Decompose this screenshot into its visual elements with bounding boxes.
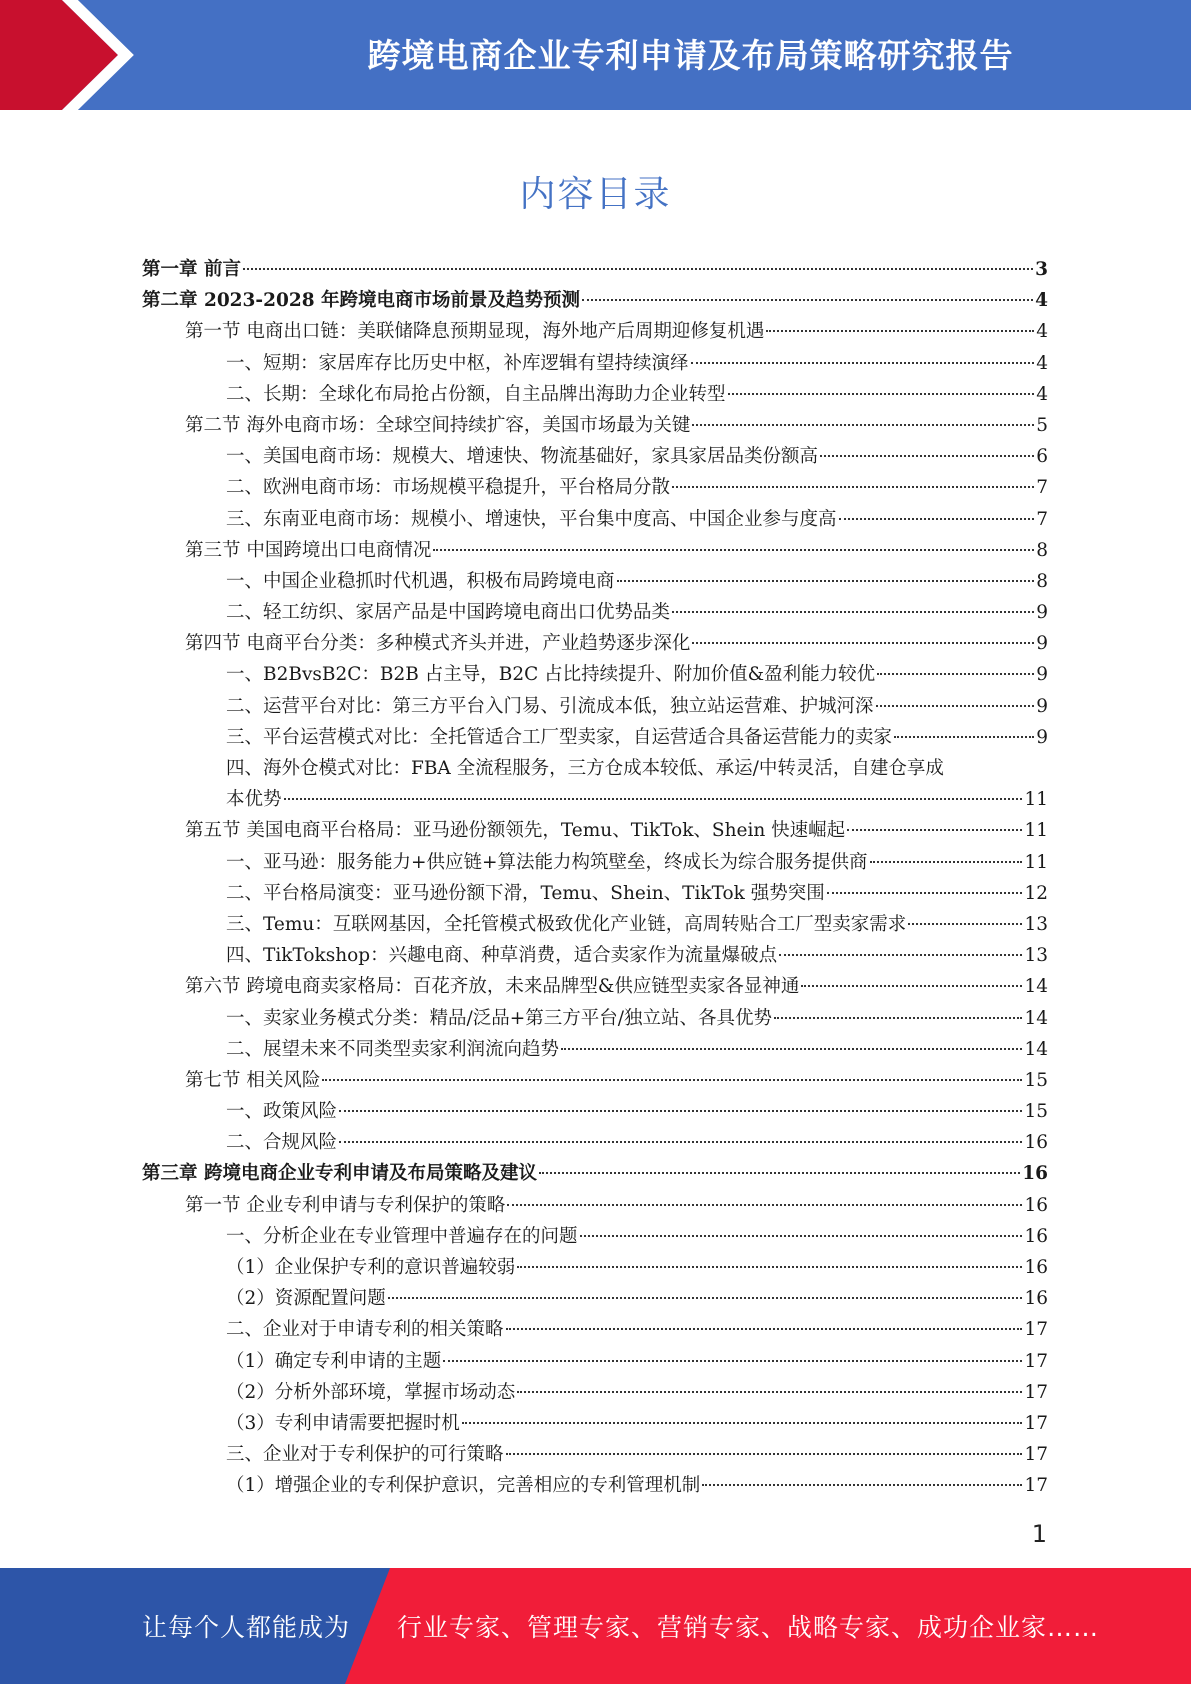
toc-entry-page: 9 — [1036, 602, 1048, 624]
toc-leader-dots — [517, 1391, 1022, 1393]
toc-entry-text: 二、长期：全球化布局抢占份额，自主品牌出海助力企业转型 — [226, 383, 726, 405]
toc-entry[interactable] — [142, 1003, 1048, 1034]
toc-leader-dots — [506, 1453, 1023, 1455]
toc-entry-page: 16 — [1024, 1194, 1048, 1216]
toc-entry-text: 三、企业对于专利保护的可行策略 — [226, 1444, 504, 1466]
toc-leader-dots — [702, 1484, 1022, 1486]
toc-entry-text: 本优势 — [226, 789, 282, 811]
toc-leader-dots — [339, 1141, 1022, 1143]
toc-entry-page: 9 — [1036, 726, 1048, 748]
toc-entry-text: 二、企业对于申请专利的相关策略 — [226, 1319, 504, 1341]
toc-leader-dots — [766, 330, 1034, 332]
toc-entry[interactable] — [142, 1439, 1048, 1470]
toc-entry[interactable] — [142, 1283, 1048, 1314]
toc-entry-page: 17 — [1024, 1319, 1048, 1341]
toc-leader-dots — [801, 985, 1022, 987]
toc-entry-page: 7 — [1036, 477, 1048, 499]
report-title: 跨境电商企业专利申请及布局策略研究报告 — [367, 36, 1014, 75]
toc-entry-page: 16 — [1022, 1163, 1048, 1185]
toc-entry-text: 一、政策风险 — [226, 1101, 338, 1123]
toc-entry[interactable] — [142, 1470, 1048, 1501]
toc-entry-text: （1）确定专利申请的主题 — [226, 1350, 442, 1372]
toc-entry-text: （2）分析外部环境，掌握市场动态 — [226, 1381, 516, 1403]
toc-entry-page: 3 — [1035, 259, 1048, 280]
toc-leader-dots — [779, 954, 1022, 956]
toc-leader-dots — [582, 299, 1033, 301]
toc-entry-text: 三、东南亚电商市场：规模小、增速快，平台集中度高、中国企业参与度高 — [226, 508, 837, 530]
toc-leader-dots — [322, 1079, 1022, 1081]
toc-leader-dots — [284, 798, 1023, 800]
toc-leader-dots — [692, 424, 1034, 426]
toc-entry-text: （1）企业保护专利的意识普遍较弱 — [226, 1257, 516, 1278]
toc-leader-dots — [870, 861, 1023, 863]
toc-entry[interactable] — [142, 971, 1048, 1002]
toc-entry-page: 17 — [1024, 1412, 1048, 1434]
toc-entry-text: 第一节 企业专利申请与专利保护的策略 — [185, 1194, 506, 1216]
toc-entry-text: 一、分析企业在专业管理中普遍存在的问题 — [226, 1225, 578, 1247]
toc-entry[interactable] — [142, 691, 1048, 722]
toc-entry-page: 16 — [1024, 1225, 1048, 1247]
toc-entry-page: 16 — [1024, 1257, 1048, 1278]
toc-leader-dots — [876, 705, 1035, 707]
toc-entry[interactable] — [142, 1252, 1048, 1283]
header-arrow-graphic — [0, 0, 150, 110]
toc-entry[interactable] — [142, 1034, 1048, 1065]
toc-entry-text: 第三节 中国跨境出口电商情况 — [185, 539, 432, 561]
toc-entry[interactable] — [142, 410, 1048, 441]
toc-leader-dots — [462, 1422, 1023, 1424]
toc-entry-page: 11 — [1024, 789, 1048, 811]
toc-entry[interactable] — [142, 535, 1048, 566]
toc-entry[interactable] — [142, 348, 1048, 379]
toc-entry[interactable] — [142, 1065, 1048, 1096]
toc-entry-text: 第三章 跨境电商企业专利申请及布局策略及建议 — [142, 1163, 537, 1185]
toc-leader-dots — [728, 393, 1035, 395]
toc-entry-page: 13 — [1024, 913, 1048, 935]
toc-entry-page: 14 — [1024, 976, 1048, 998]
toc-entry[interactable] — [142, 659, 1048, 690]
toc-leader-dots — [894, 736, 1034, 738]
toc-entry[interactable] — [142, 285, 1048, 316]
toc-entry-text: 第五节 美国电商平台格局：亚马逊份额领先，Temu、TikTok、Shein 快速崛起 — [185, 820, 846, 842]
toc-entry-page: 9 — [1036, 633, 1048, 655]
toc-entry-text: 二、欧洲电商市场：市场规模平稳提升，平台格局分散 — [226, 477, 671, 499]
toc-entry[interactable] — [142, 753, 1048, 784]
toc-entry-text: （1）增强企业的专利保护意识，完善相应的专利管理机制 — [226, 1475, 701, 1497]
toc-entry[interactable] — [142, 722, 1048, 753]
toc-entry[interactable] — [142, 1314, 1048, 1345]
toc-leader-dots — [691, 362, 1035, 364]
toc-entry-text: 二、展望未来不同类型卖家利润流向趋势 — [226, 1038, 560, 1060]
toc-entry[interactable] — [142, 504, 1048, 535]
toc-entry[interactable] — [142, 441, 1048, 472]
toc-entry[interactable] — [142, 472, 1048, 503]
footer-slogan-left: 让每个人都能成为 — [142, 1613, 351, 1642]
toc-entry-page: 17 — [1024, 1381, 1048, 1403]
toc-entry[interactable] — [142, 316, 1048, 347]
toc-entry-page: 7 — [1036, 508, 1048, 530]
toc-entry-text: 一、美国电商市场：规模大、增速快、物流基础好，家具家居品类份额高 — [226, 446, 819, 468]
toc-entry-text: 第二节 海外电商市场：全球空间持续扩容，美国市场最为关键 — [185, 414, 691, 436]
toc-leader-dots — [561, 1048, 1022, 1050]
toc-leader-dots — [617, 580, 1035, 582]
toc-entry-text: 第一节 电商出口链：美联储降息预期显现，海外地产后周期迎修复机遇 — [185, 321, 765, 343]
toc-entry[interactable] — [142, 940, 1048, 971]
toc-entry-text: 一、中国企业稳抓时代机遇，积极布局跨境电商 — [226, 570, 615, 592]
toc-leader-dots — [672, 611, 1034, 613]
toc-entry[interactable] — [142, 1096, 1048, 1127]
toc-entry[interactable] — [142, 597, 1048, 628]
toc-leader-dots — [877, 673, 1034, 675]
toc-entry-page: 15 — [1024, 1101, 1048, 1123]
toc-entry-page: 8 — [1036, 570, 1048, 592]
toc-leader-dots — [539, 1172, 1020, 1174]
toc-leader-dots — [243, 268, 1033, 270]
toc-entry-text: （3）专利申请需要把握时机 — [226, 1412, 460, 1434]
toc-entry-text: 一、B2BvsB2C：B2B 占主导，B2C 占比持续提升、附加价值&盈利能力较优 — [226, 664, 876, 686]
toc-entry[interactable] — [142, 1190, 1048, 1221]
toc-entry-text: 四、海外仓模式对比：FBA 全流程服务，三方仓成本较低、承运/中转灵活，自建仓享成 — [226, 758, 944, 779]
toc-entry[interactable] — [142, 815, 1048, 846]
toc-leader-dots — [506, 1328, 1023, 1330]
toc-entry-text: （2）资源配置问题 — [226, 1288, 386, 1310]
toc-leader-dots — [388, 1297, 1023, 1299]
toc-entry-page: 12 — [1024, 882, 1048, 904]
toc-entry[interactable] — [142, 1346, 1048, 1377]
toc-leader-dots — [774, 1017, 1022, 1019]
toc-entry[interactable] — [142, 566, 1048, 597]
toc-entry[interactable] — [142, 628, 1048, 659]
toc-entry-page: 17 — [1024, 1444, 1048, 1466]
toc-leader-dots — [443, 1360, 1022, 1362]
toc-entry-page: 17 — [1024, 1350, 1048, 1372]
toc-leader-dots — [580, 1235, 1023, 1237]
toc-leader-dots — [517, 1266, 1022, 1268]
toc-entry[interactable] — [142, 254, 1048, 285]
toc-entry-page: 6 — [1036, 446, 1048, 468]
toc-entry-text: 第一章 前言 — [142, 259, 241, 280]
toc-entry-page: 4 — [1036, 383, 1048, 405]
toc-entry-text: 二、平台格局演变：亚马逊份额下滑，Temu、Shein、TikTok 强势突围 — [226, 882, 825, 904]
toc-entry-page: 16 — [1024, 1288, 1048, 1310]
toc-entry-page: 14 — [1024, 1007, 1048, 1029]
toc-entry-text: 第二章 2023-2028 年跨境电商市场前景及趋势预测 — [142, 290, 581, 312]
toc-entry-text: 二、轻工纺织、家居产品是中国跨境电商出口优势品类 — [226, 602, 671, 624]
toc-entry-page: 11 — [1024, 820, 1048, 842]
toc-entry[interactable] — [142, 1408, 1048, 1439]
toc-leader-dots — [847, 829, 1022, 831]
toc-entry-page: 16 — [1024, 1132, 1048, 1154]
toc-entry[interactable] — [142, 1158, 1048, 1189]
toc-entry-page: 11 — [1024, 851, 1048, 873]
toc-entry[interactable] — [142, 1377, 1048, 1408]
toc-leader-dots — [692, 642, 1034, 644]
footer-banner — [0, 1568, 1191, 1684]
toc-heading: 内容目录 — [519, 174, 672, 215]
page-number: 1 — [1031, 1520, 1047, 1548]
toc-leader-dots — [672, 486, 1034, 488]
toc-entry-text: 三、平台运营模式对比：全托管适合工厂型卖家，自运营适合具备运营能力的卖家 — [226, 726, 893, 748]
toc-entry-page: 15 — [1024, 1069, 1048, 1091]
toc-leader-dots — [433, 549, 1034, 551]
header-banner — [0, 0, 1191, 110]
toc-entry-page: 8 — [1036, 539, 1048, 561]
toc-entry-text: 第七节 相关风险 — [185, 1069, 321, 1091]
toc-leader-dots — [507, 1204, 1022, 1206]
toc-entry-page: 13 — [1024, 945, 1048, 967]
toc-entry-page: 5 — [1036, 414, 1048, 436]
toc-entry-page: 9 — [1036, 695, 1048, 717]
toc-entry-text: 一、亚马逊：服务能力+供应链+算法能力构筑壁垒，终成长为综合服务提供商 — [226, 851, 868, 873]
toc-entry-text: 三、Temu：互联网基因，全托管模式极致优化产业链，高周转贴合工厂型卖家需求 — [226, 913, 907, 935]
toc-entry-page: 4 — [1035, 290, 1048, 312]
toc-entry-page: 14 — [1024, 1038, 1048, 1060]
table-of-contents — [142, 254, 1048, 1502]
toc-leader-dots — [839, 518, 1035, 520]
toc-leader-dots — [827, 892, 1023, 894]
toc-entry-page: 4 — [1036, 321, 1048, 343]
toc-entry-text: 四、TikTokshop：兴趣电商、种草消费，适合卖家作为流量爆破点 — [226, 945, 778, 967]
toc-entry-text: 二、运营平台对比：第三方平台入门易、引流成本低，独立站运营难、护城河深 — [226, 695, 874, 717]
toc-entry-text: 第四节 电商平台分类：多种模式齐头并进，产业趋势逐步深化 — [185, 633, 691, 655]
toc-entry[interactable] — [142, 878, 1048, 909]
toc-leader-dots — [908, 923, 1022, 925]
toc-entry-text: 一、卖家业务模式分类：精品/泛品+第三方平台/独立站、各具优势 — [226, 1007, 772, 1029]
toc-entry-text: 第六节 跨境电商卖家格局：百花齐放，未来品牌型&供应链型卖家各显神通 — [185, 976, 800, 998]
toc-entry[interactable] — [142, 847, 1048, 878]
toc-entry[interactable] — [142, 784, 1048, 815]
toc-entry[interactable] — [142, 1221, 1048, 1252]
toc-entry-page: 4 — [1036, 352, 1048, 374]
toc-leader-dots — [820, 455, 1034, 457]
toc-entry-page: 9 — [1036, 664, 1048, 686]
toc-entry-page: 17 — [1024, 1475, 1048, 1497]
footer-slogan-right: 行业专家、管理专家、营销专家、战略专家、成功企业家…… — [397, 1613, 1100, 1642]
toc-entry-text: 一、短期：家居库存比历史中枢，补库逻辑有望持续演绎 — [226, 352, 689, 374]
toc-entry[interactable] — [142, 1127, 1048, 1158]
toc-entry-text: 二、合规风险 — [226, 1132, 338, 1154]
toc-leader-dots — [339, 1110, 1022, 1112]
toc-entry[interactable] — [142, 909, 1048, 940]
toc-entry[interactable] — [142, 379, 1048, 410]
